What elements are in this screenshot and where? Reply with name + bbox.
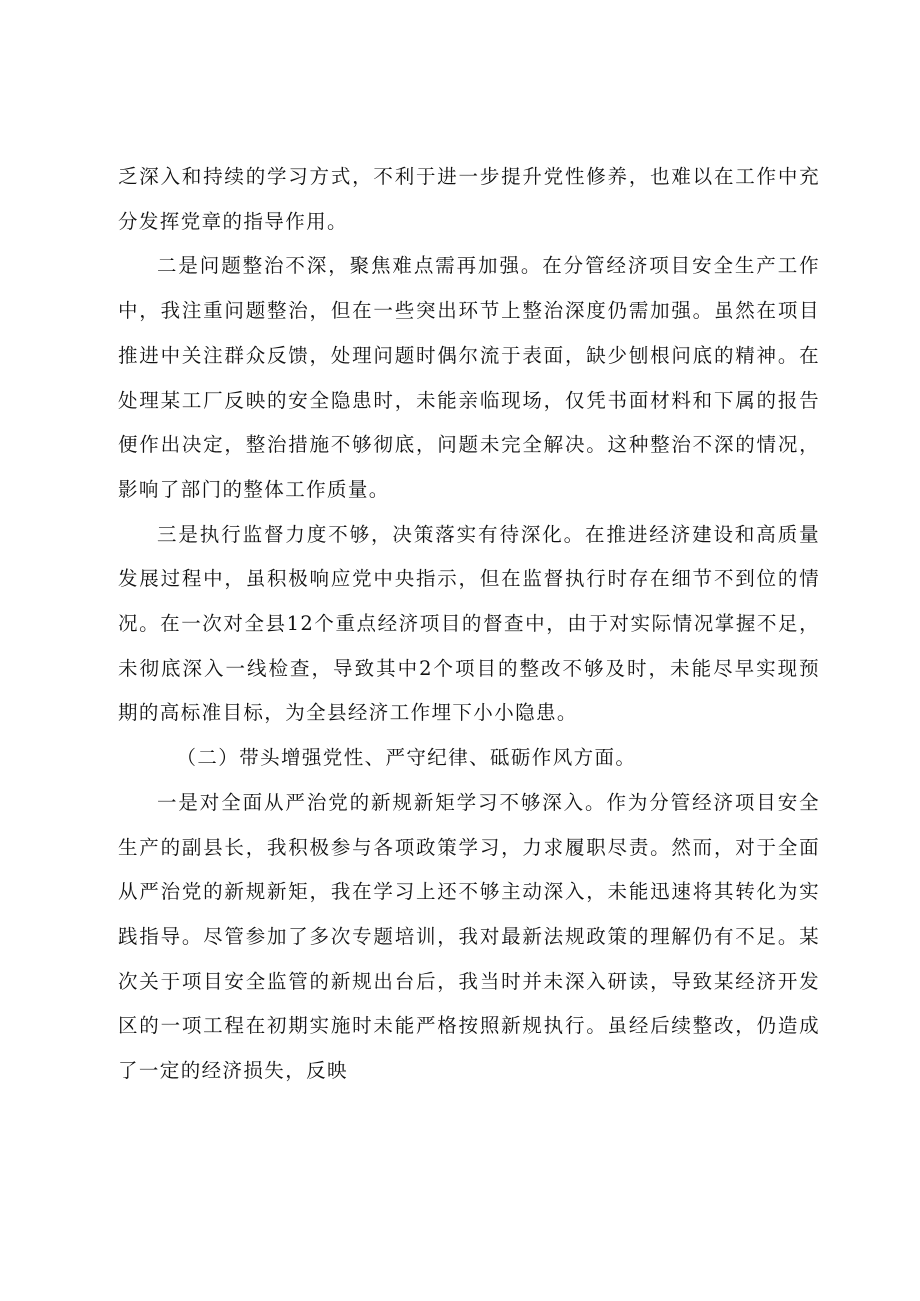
paragraph-supervision: 三是执行监督力度不够，决策落实有待深化。在推进经济建设和高质量发展过程中，虽积极响应党中央指示，但在监督执行时存在细节不到位的情况。在一次对全县12个重点经济项目的督查中，由于对实际情况掌握不足，未彻底深入一线检查，导致其中2个项目的整改不够及时，未能尽早实现预期的高标准目标，为全县经济工作埋下小小隐患。 (118, 522, 820, 725)
paragraph-continuation: 乏深入和持续的学习方式，不利于进一步提升党性修养，也难以在工作中充分发挥党章的指导作用。 (118, 165, 820, 233)
paragraph-party-discipline-study: 一是对全面从严治党的新规新矩学习不够深入。作为分管经济项目安全生产的副县长，我积极参与各项政策学习，力求履职尽责。然而，对于全面从严治党的新规新矩，我在学习上还不够主动深入，未能迅速将其转化为实践指导。尽管参加了多次专题培训，我对最新法规政策的理解仍有不足。某次关于项目安全监管的新规出台后，我当时并未深入研读，导致某经济开发区的一项工程在初期实施时未能严格按照新规执行。虽经后续整改，仍造成了一定的经济损失，反映 (118, 790, 820, 1083)
document-body (118, 155, 820, 1094)
paragraph-issue-rectification: 二是问题整治不深，聚焦难点需再加强。在分管经济项目安全生产工作中，我注重问题整治，但在一些突出环节上整治深度仍需加强。虽然在项目推进中关注群众反馈，处理问题时偶尔流于表面，缺少刨根问底的精神。在处理某工厂反映的安全隐患时，未能亲临现场，仅凭书面材料和下属的报告便作出决定，整治措施不够彻底，问题未完全解决。这种整治不深的情况，影响了部门的整体工作质量。 (118, 254, 820, 501)
section-heading: （二）带头增强党性、严守纪律、砥砺作风方面。 (176, 746, 637, 770)
